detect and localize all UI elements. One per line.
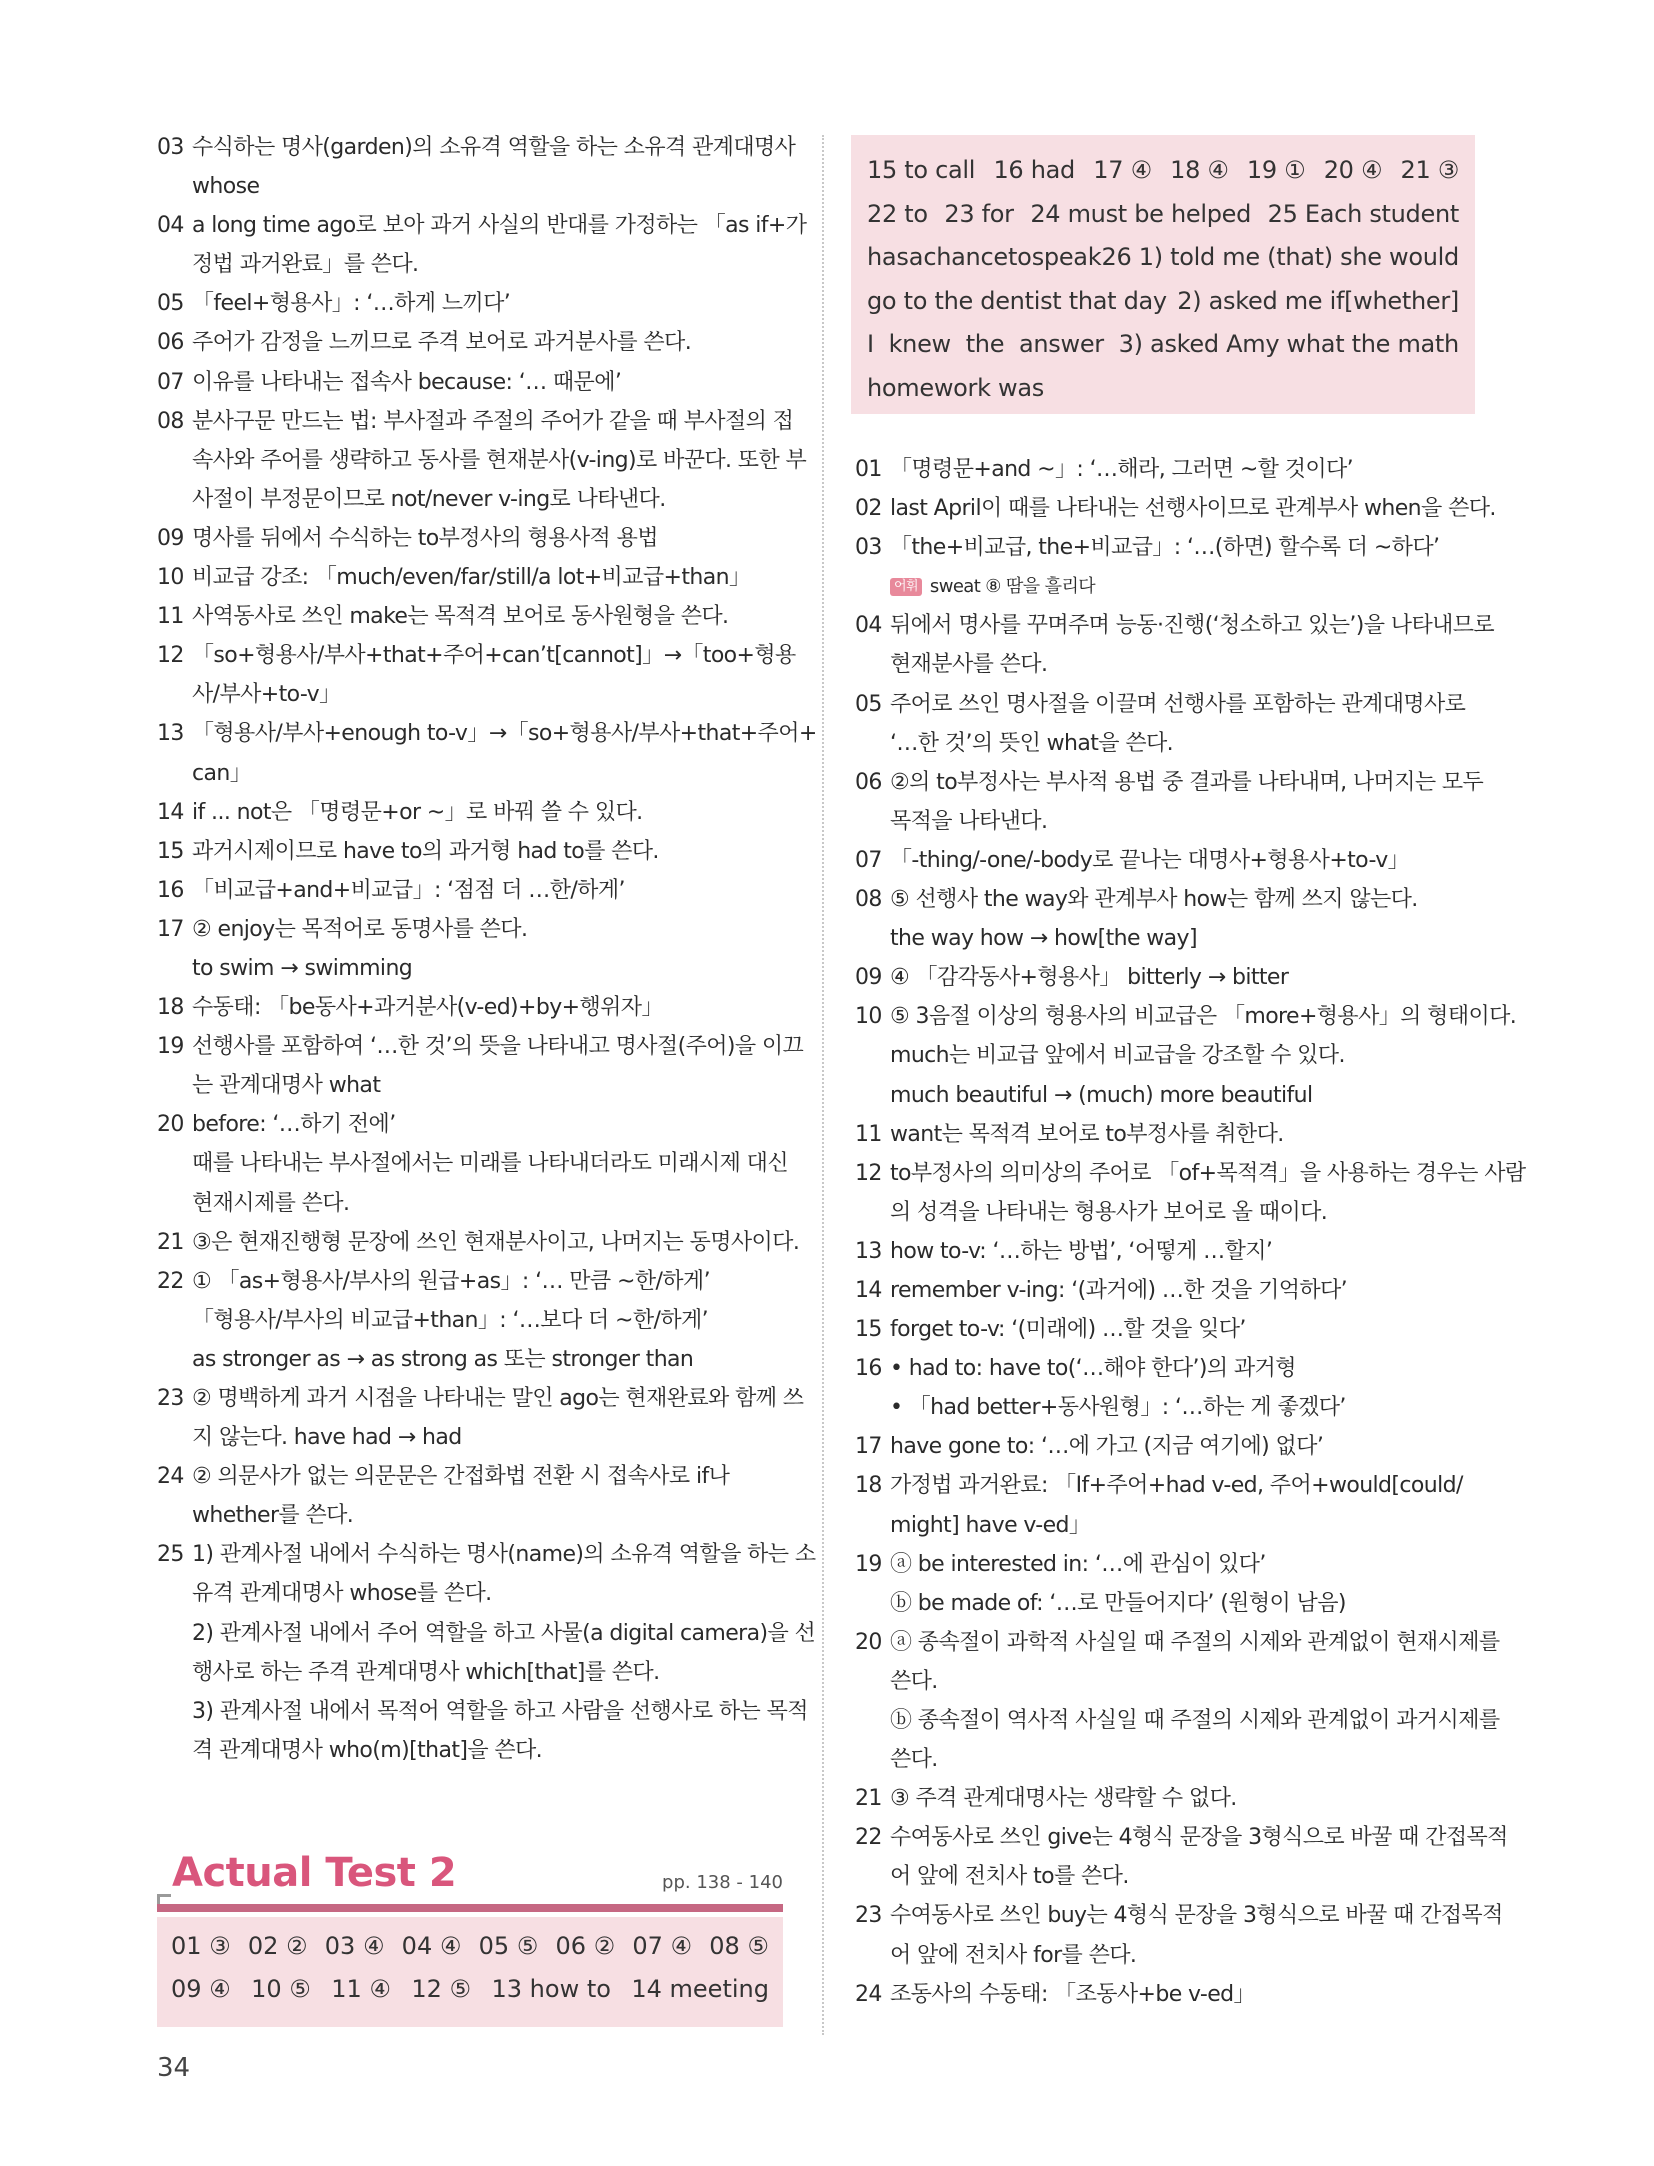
explanation-line: before: ‘…하기 전에’ <box>192 1112 396 1138</box>
explanation-line: ② 의문사가 없는 의문문은 간접화법 전환 시 접속사로 if나 <box>192 1464 730 1490</box>
explanation-line: 명사를 뒤에서 수식하는 to부정사의 형용사적 용법 <box>192 525 658 551</box>
explanation-line: ⓑ 종속절이 역사적 사실일 때 주절의 시제와 관계없이 과거시제를 <box>890 1708 1500 1733</box>
test-answer: 13 how to <box>491 1975 611 2003</box>
explanation-item <box>855 958 1487 997</box>
explanation-item <box>855 1349 1487 1427</box>
explanation-line: 「so+형용사/부사+that+주어+can’t[cannot]」→「too+형용 <box>192 643 796 669</box>
explanation-line: ⓐ 종속절이 과학적 사실일 때 주절의 시제와 관계없이 현재시제를 <box>890 1629 1500 1655</box>
explanation-item <box>157 1105 787 1222</box>
test-answer: 08 ⑤ <box>709 1932 769 1960</box>
test-answer-row <box>171 1968 769 2011</box>
answer-token: 16 had <box>993 156 1075 184</box>
answer-token: 2) asked me if[whether] <box>1177 286 1459 315</box>
item-number: 21 <box>157 1229 184 1255</box>
vocab-text: sweat ⑧ 땀을 흘리다 <box>929 576 1096 598</box>
item-number: 13 <box>855 1238 882 1264</box>
explanation-item <box>855 1975 1487 2014</box>
answer-token: a <box>908 243 924 271</box>
explanation-item <box>157 1457 787 1535</box>
explanation-line: 분사구문 만드는 법: 부사절과 주절의 주어가 같을 때 부사절의 접 <box>192 408 794 434</box>
item-number: 25 <box>157 1542 184 1568</box>
answer-token: 24 must be helped <box>1030 199 1252 228</box>
item-number: 16 <box>157 877 184 903</box>
item-number: 05 <box>157 291 184 317</box>
explanation-line: 행사로 하는 주격 관계대명사 which[that]를 쓴다. <box>192 1659 660 1685</box>
item-number: 15 <box>855 1317 882 1343</box>
item-number: 01 <box>855 457 882 482</box>
explanation-line: ⓑ be made of: ‘…로 만들어지다’ (원형이 남음) <box>890 1590 1346 1616</box>
item-number: 09 <box>157 525 184 551</box>
answer-token: speak <box>1031 243 1102 271</box>
explanation-line: 쓴다. <box>890 1747 938 1773</box>
explanation-line: 3) 관계사절 내에서 목적어 역할을 하고 사람을 선행사로 하는 목적 <box>192 1698 808 1724</box>
item-number: 18 <box>157 995 184 1021</box>
explanation-item <box>157 1262 787 1379</box>
item-number: 22 <box>157 1268 184 1294</box>
explanation-item <box>855 880 1487 958</box>
vocab-tag: 어휘 <box>890 578 922 596</box>
item-number: 23 <box>855 1903 882 1929</box>
answer-token: 17 ④ <box>1093 156 1152 184</box>
item-number: 06 <box>157 330 184 356</box>
answer-token: chance <box>923 243 1008 271</box>
explanation-line: • 「had better+동사원형」: ‘…하는 게 좋겠다’ <box>890 1395 1346 1421</box>
explanation-line: want는 목적격 보어로 to부정사를 취한다. <box>890 1121 1284 1147</box>
explanation-line: 주어로 쓰인 명사절을 이끌며 선행사를 포함하는 관계대명사로 <box>890 691 1466 717</box>
item-number: 07 <box>157 369 184 395</box>
explanation-line: ① 「as+형용사/부사의 원급+as」: ‘… 만큼 ~한/하게’ <box>192 1268 710 1294</box>
explanation-line: ⓐ be interested in: ‘…에 관심이 있다’ <box>890 1551 1266 1577</box>
explanation-item <box>157 402 807 519</box>
explanation-line: 「feel+형용사」: ‘…하게 느끼다’ <box>192 291 511 317</box>
explanation-item <box>855 997 1517 1114</box>
explanation-line: ‘…한 것’의 뜻인 what을 쓴다. <box>890 730 1174 756</box>
item-number: 14 <box>157 799 184 825</box>
answer-line <box>867 367 1459 411</box>
explanation-line: 사/부사+to-v」 <box>192 682 341 708</box>
explanation-line: 조동사의 수동태: 「조동사+be v-ed」 <box>890 1981 1255 2007</box>
explanation-line: 목적을 나타낸다. <box>890 808 1048 834</box>
explanation-item <box>855 1466 1487 1544</box>
explanation-line: whose <box>192 174 260 200</box>
test-answer: 12 ⑤ <box>411 1975 472 2003</box>
explanation-item <box>855 528 1487 606</box>
answer-token: 18 ④ <box>1170 156 1229 184</box>
item-number: 08 <box>157 408 184 434</box>
explanation-line: 「형용사/부사의 비교급+than」: ‘…보다 더 ~한/하게’ <box>192 1307 709 1333</box>
explanation-item <box>855 1271 1487 1310</box>
item-number: 07 <box>855 847 882 873</box>
explanation-line: 현재분사를 쓴다. <box>890 652 1048 678</box>
explanation-line: 1) 관계사절 내에서 수식하는 명사(name)의 소유격 역할을 하는 소 <box>192 1542 816 1568</box>
explanation-line: to swim → swimming <box>192 955 413 981</box>
item-number: 05 <box>855 691 882 717</box>
item-number: 10 <box>855 1004 882 1030</box>
item-number: 06 <box>855 769 882 795</box>
test-answer: 05 ⑤ <box>478 1932 539 1960</box>
explanation-line: 뒤에서 명사를 꾸며주며 능동·진행(‘청소하고 있는’)을 나타내므로 <box>890 613 1495 639</box>
item-number: 17 <box>855 1434 882 1460</box>
test-answer: 01 ③ <box>171 1932 231 1960</box>
item-number: 21 <box>855 1786 882 1812</box>
item-number: 13 <box>157 721 184 747</box>
section-title: Actual Test 2 <box>172 1850 457 1896</box>
explanation-line: if ... not은 「명령문+or ~」로 바꿔 쓸 수 있다. <box>192 799 643 825</box>
explanation-item <box>855 1818 1508 1896</box>
explanation-item <box>157 519 787 558</box>
explanation-item <box>855 1115 1487 1154</box>
explanation-line: 때를 나타내는 부사절에서는 미래를 나타내더라도 미래시제 대신 <box>192 1151 788 1177</box>
explanation-item <box>157 597 787 636</box>
explanation-line: ② 명백하게 과거 시점을 나타내는 말인 ago는 현재완료와 함께 쓰 <box>192 1386 804 1411</box>
answer-line <box>867 280 1459 324</box>
explanation-item <box>157 1379 804 1457</box>
explanation-line: 지 않는다. have had → had <box>192 1425 462 1451</box>
explanation-line: 속사와 주어를 생략하고 동사를 현재분사(v-ing)로 바꾼다. 또한 부 <box>192 447 807 473</box>
explanation-line: 「-thing/-one/-body로 끝나는 대명사+형용사+to-v」 <box>890 847 1410 873</box>
test-answer: 10 ⑤ <box>251 1975 311 2003</box>
answer-token: 20 ④ <box>1323 156 1383 184</box>
explanation-item <box>157 832 787 871</box>
answer-token: go to the dentist that day <box>867 286 1167 315</box>
explanation-item <box>157 910 787 988</box>
explanation-line: 사역동사로 쓰인 make는 목적격 보어로 동사원형을 쓴다. <box>192 604 729 630</box>
explanation-item <box>157 128 796 206</box>
explanation-line: 수식하는 명사(garden)의 소유격 역할을 하는 소유격 관계대명사 <box>192 135 796 160</box>
explanation-line: have gone to: ‘…에 가고 (지금 여기에) 없다’ <box>890 1434 1324 1460</box>
answer-token: 21 ③ <box>1400 156 1459 184</box>
item-number: 04 <box>855 613 882 639</box>
item-number: 19 <box>855 1551 882 1577</box>
explanation-line: ⑤ 3음절 이상의 형용사의 비교급은 「more+형용사」의 형태이다. <box>890 1004 1517 1030</box>
explanation-line: 는 관계대명사 what <box>192 1073 381 1099</box>
explanation-line: 이유를 나타내는 접속사 because: ‘… 때문에’ <box>192 369 622 395</box>
item-number: 14 <box>855 1277 882 1303</box>
answer-line <box>867 323 1459 367</box>
column-divider <box>822 135 824 2035</box>
item-number: 22 <box>855 1825 882 1851</box>
actual-test-answers <box>157 1917 783 2027</box>
explanation-line: as stronger as → as strong as 또는 stronger than <box>192 1346 694 1372</box>
explanation-line: 과거시제이므로 have to의 과거형 had to를 쓴다. <box>192 838 659 864</box>
answer-token: 3) asked Amy what the math <box>1118 330 1459 358</box>
item-number: 23 <box>157 1386 184 1411</box>
explanation-line: 사절이 부정문이므로 not/never v-ing로 나타낸다. <box>192 486 666 512</box>
explanation-line: to부정사의 의미상의 주어로 「of+목적격」을 사용하는 경우는 사람 <box>890 1160 1526 1186</box>
explanation-item <box>157 206 807 284</box>
test-answer: 04 ④ <box>401 1932 462 1960</box>
answer-token: the <box>965 330 1005 358</box>
explanation-item <box>157 323 787 362</box>
explanation-item <box>157 284 787 323</box>
explanation-line: ③은 현재진행형 문장에 쓰인 현재분사이고, 나머지는 동명사이다. <box>192 1229 800 1255</box>
item-number: 03 <box>157 135 184 160</box>
explanation-item <box>855 1232 1487 1271</box>
answer-token: 26 1) told me (that) she would <box>1101 243 1459 271</box>
explanation-line: might] have v-ed」 <box>890 1512 1091 1538</box>
explanation-item <box>855 606 1495 684</box>
explanation-line: last April이 때를 나타내는 선행사이므로 관계부사 when을 쓴다. <box>890 496 1496 522</box>
explanation-line: how to-v: ‘…하는 방법’, ‘어떻게 …할지’ <box>890 1238 1273 1264</box>
explanation-item <box>855 489 1496 528</box>
explanation-item <box>157 558 787 597</box>
test-answer: 11 ④ <box>331 1975 391 2003</box>
answer-line <box>867 193 1459 237</box>
explanation-item <box>855 1310 1487 1349</box>
explanation-line: 유격 관계대명사 whose를 쓴다. <box>192 1581 492 1607</box>
item-number: 24 <box>157 1464 184 1490</box>
test-answer: 09 ④ <box>171 1975 231 2003</box>
explanation-item <box>855 450 1487 489</box>
explanation-item <box>855 1896 1503 1974</box>
explanation-line: whether를 쓴다. <box>192 1503 354 1529</box>
left-column <box>157 128 817 1770</box>
explanation-line: 의 성격을 나타내는 형용사가 보어로 올 때이다. <box>890 1199 1328 1225</box>
explanation-line: 어 앞에 전치사 for를 쓴다. <box>890 1942 1137 1968</box>
item-number: 20 <box>157 1112 184 1138</box>
answer-token: answer <box>1018 330 1104 358</box>
item-number: 12 <box>855 1160 882 1186</box>
item-number: 04 <box>157 213 184 239</box>
explanation-line: 현재시제를 쓴다. <box>192 1190 350 1216</box>
explanation-item <box>855 685 1487 763</box>
explanation-line: forget to-v: ‘(미래에) …할 것을 잊다’ <box>890 1317 1246 1343</box>
item-number: 16 <box>855 1356 882 1382</box>
explanation-item <box>855 763 1487 841</box>
explanation-item <box>855 1623 1500 1779</box>
answer-token: I <box>867 330 874 358</box>
test-answer-row <box>171 1925 769 1968</box>
explanation-item <box>157 1027 804 1105</box>
explanation-line: 「형용사/부사+enough to-v」→「so+형용사/부사+that+주어+ <box>192 721 817 747</box>
explanation-item <box>157 793 787 832</box>
answer-token: 22 to <box>867 199 928 228</box>
explanation-line: ④ 「감각동사+형용사」 bitterly → bitter <box>890 965 1289 991</box>
explanation-item <box>855 1427 1487 1466</box>
answer-box <box>851 135 1475 414</box>
answer-token: knew <box>888 330 951 358</box>
explanation-item <box>855 841 1487 880</box>
item-number: 15 <box>157 838 184 864</box>
explanation-line: can」 <box>192 760 252 786</box>
explanation-line: 2) 관계사절 내에서 주어 역할을 하고 사물(a digital camera)을 선 <box>192 1620 816 1646</box>
page-number: 34 <box>157 2053 191 2083</box>
explanation-item <box>157 1535 816 1770</box>
explanation-line: 격 관계대명사 who(m)[that]을 쓴다. <box>192 1737 543 1763</box>
explanation-line: 어 앞에 전치사 to를 쓴다. <box>890 1864 1129 1890</box>
item-number: 12 <box>157 643 184 669</box>
item-number: 08 <box>855 887 882 913</box>
answer-token: 23 for <box>944 199 1014 228</box>
explanation-item <box>157 871 787 910</box>
explanation-line: 수여동사로 쓰인 buy는 4형식 문장을 3형식으로 바꿀 때 간접목적 <box>890 1903 1503 1929</box>
explanation-line: ③ 주격 관계대명사는 생략할 수 없다. <box>890 1786 1237 1812</box>
explanation-line: 「the+비교급, the+비교급」: ‘…(하면) 할수록 더 ~하다’ <box>890 535 1440 561</box>
page-range: pp. 138 - 140 <box>662 1872 783 1893</box>
answer-token: 25 Each student <box>1267 199 1459 228</box>
explanation-item <box>855 1545 1487 1623</box>
explanation-line: 쓴다. <box>890 1668 938 1694</box>
item-number: 24 <box>855 1981 882 2007</box>
header-underline-bar <box>157 1904 783 1912</box>
item-number: 18 <box>855 1473 882 1499</box>
explanation-line: 「명령문+and ~」: ‘…해라, 그러면 ~할 것이다’ <box>890 457 1354 482</box>
item-number: 10 <box>157 565 184 591</box>
answer-token: to <box>1008 243 1032 271</box>
explanation-item <box>157 1223 800 1262</box>
explanation-line: 선행사를 포함하여 ‘…한 것’의 뜻을 나타내고 명사절(주어)을 이끄 <box>192 1034 804 1060</box>
item-number: 09 <box>855 965 882 991</box>
explanation-line: ⑤ 선행사 the way와 관계부사 how는 함께 쓰지 않는다. <box>890 887 1418 913</box>
test-answer: 06 ② <box>555 1932 616 1960</box>
explanation-line: 주어가 감정을 느끼므로 주격 보어로 과거분사를 쓴다. <box>192 330 692 356</box>
item-number: 03 <box>855 535 882 561</box>
explanation-item <box>157 363 787 402</box>
answer-token: homework was <box>867 373 1044 402</box>
explanation-line: 정법 과거완료」를 쓴다. <box>192 252 419 278</box>
right-column <box>855 450 1526 2014</box>
answer-line <box>867 236 1459 280</box>
explanation-line: a long time ago로 보아 과거 사실의 반대를 가정하는 「as if+가 <box>192 213 807 239</box>
explanation-line: much beautiful → (much) more beautiful <box>890 1082 1313 1108</box>
explanation-line: ②의 to부정사는 부사적 용법 중 결과를 나타내며, 나머지는 모두 <box>890 769 1484 795</box>
answer-token: 15 to call <box>867 156 976 184</box>
explanation-item <box>157 988 787 1027</box>
vocabulary-note <box>890 567 1487 606</box>
explanation-line: 비교급 강조: 「much/even/far/still/a lot+비교급+than」 <box>192 565 751 591</box>
answer-token: has <box>867 243 909 271</box>
test-answer: 03 ④ <box>324 1932 385 1960</box>
item-number: 02 <box>855 496 882 522</box>
explanation-line: ② enjoy는 목적어로 동명사를 쓴다. <box>192 916 528 942</box>
item-number: 11 <box>855 1121 882 1147</box>
item-number: 20 <box>855 1629 882 1655</box>
answer-token: 19 ① <box>1246 156 1306 184</box>
test-answer: 14 meeting <box>631 1975 769 2003</box>
explanation-line: 수여동사로 쓰인 give는 4형식 문장을 3형식으로 바꿀 때 간접목적 <box>890 1825 1508 1851</box>
explanation-item <box>157 636 796 714</box>
item-number: 19 <box>157 1034 184 1060</box>
explanation-line: much는 비교급 앞에서 비교급을 강조할 수 있다. <box>890 1043 1345 1069</box>
item-number: 17 <box>157 916 184 942</box>
explanation-line: remember v-ing: ‘(과거에) …한 것을 기억하다’ <box>890 1277 1348 1303</box>
test-answer: 07 ④ <box>632 1932 693 1960</box>
explanation-line: 「비교급+and+비교급」: ‘점점 더 …한/하게’ <box>192 877 625 903</box>
explanation-item <box>157 714 817 792</box>
item-number: 11 <box>157 604 184 630</box>
explanation-line: 가정법 과거완료: 「If+주어+had v-ed, 주어+would[could/ <box>890 1473 1463 1499</box>
answer-line <box>867 149 1459 193</box>
actual-test-header <box>157 1850 783 1908</box>
explanation-item <box>855 1779 1487 1818</box>
test-answer: 02 ② <box>247 1932 308 1960</box>
explanation-line: the way how → how[the way] <box>890 926 1197 952</box>
explanation-item <box>855 1154 1526 1232</box>
explanation-line: 수동태: 「be동사+과거분사(v-ed)+by+행위자」 <box>192 995 663 1021</box>
explanation-line: • had to: have to(‘…해야 한다’)의 과거형 <box>890 1356 1296 1382</box>
